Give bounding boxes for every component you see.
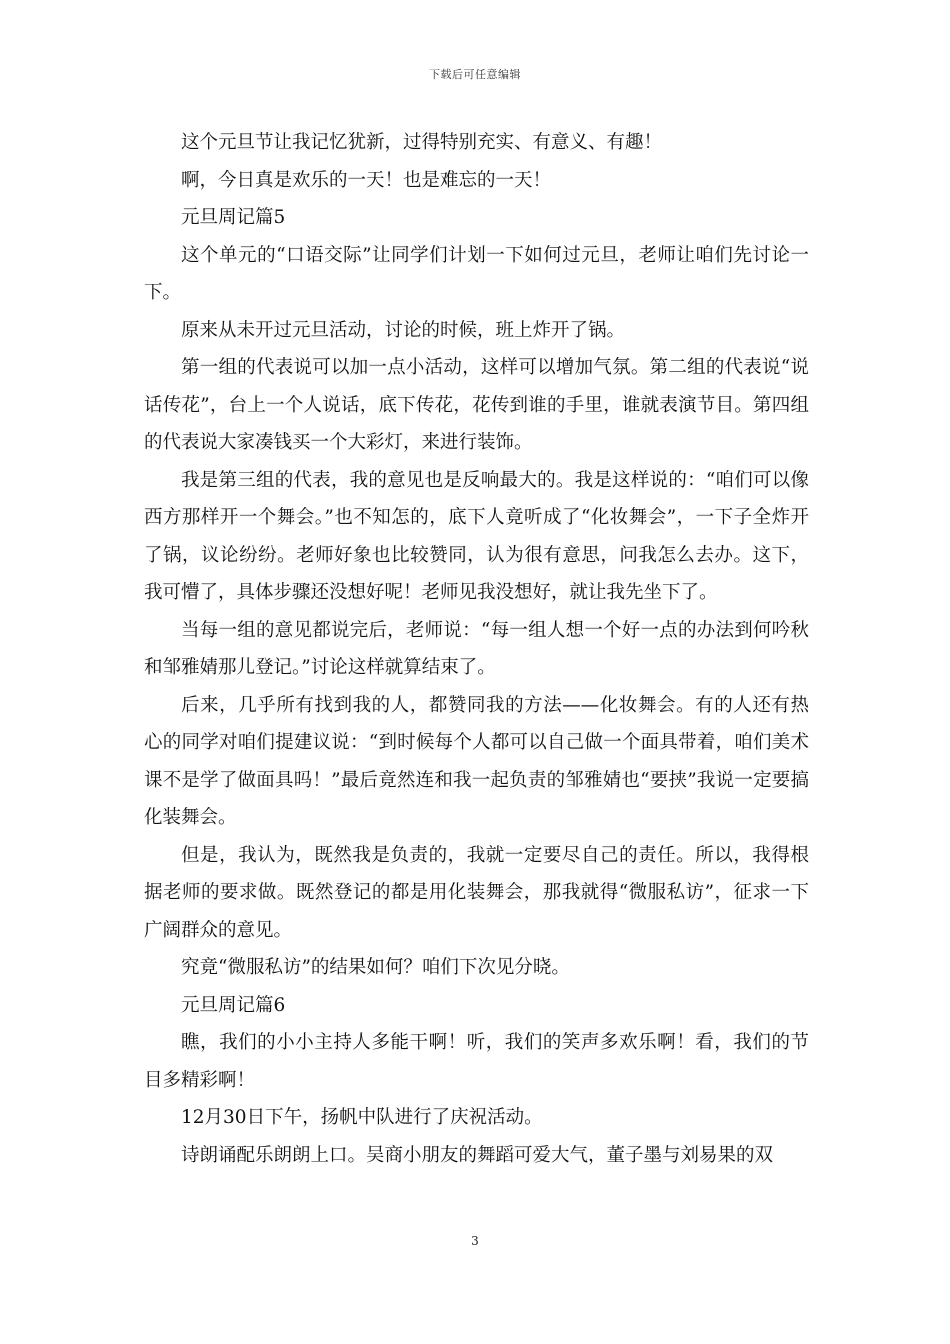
- paragraph: 瞧，我们的小小主持人多能干啊！听，我们的笑声多欢乐啊！看，我们的节目多精彩啊！: [144, 1032, 809, 1091]
- paragraph: 原来从未开过元旦活动，讨论的时候，班上炸开了锅。: [181, 319, 626, 341]
- paragraph: 诗朗诵配乐朗朗上口。吴商小朋友的舞蹈可爱大气，董子墨与刘易果的双: [181, 1144, 774, 1166]
- paragraph: 啊，今日真是欢乐的一天！也是难忘的一天！: [181, 169, 552, 191]
- page-number: 3: [471, 1234, 479, 1248]
- paragraph: 后来，几乎所有找到我的人，都赞同我的方法——化妆舞会。有的人还有热心的同学对咱们提建议说：“到时候每个人都可以自己做一个面具带着，咱们美术课不是学了做面具吗！”最后竟然连和我一起负责的邹雅婧也“要挟”我说一定要搞化装舞会。: [144, 694, 809, 828]
- paragraph: 第一组的代表说可以加一点小活动，这样可以增加气氛。第二组的代表说“说话传花”，台上一个人说话，底下传花，花传到谁的手里，谁就表演节目。第四组的代表说大家凑钱买一个大彩灯，来进行装饰。: [144, 357, 809, 453]
- paragraph: 但是，我认为，既然我是负责的，我就一定要尽自己的责任。所以，我得根据老师的要求做。既然登记的都是用化装舞会，那我就得“微服私访”，征求一下广阔群众的意见。: [144, 844, 809, 941]
- section-heading: 元旦周记篇6: [181, 994, 286, 1016]
- paragraph: 12月30日下午，扬帆中队进行了庆祝活动。: [181, 1107, 543, 1128]
- document-body: [144, 124, 809, 1174]
- paragraph: 当每一组的意见都说完后，老师说：“每一组人想一个好一点的办法到何吟秋和邹雅婧那儿登记。”讨论这样就算结束了。: [144, 619, 809, 678]
- paragraph: 究竟“微服私访”的结果如何？咱们下次见分晓。: [181, 957, 570, 978]
- paragraph: 这个单元的“口语交际”让同学们计划一下如何过元旦，老师让咱们先讨论一下。: [144, 244, 809, 303]
- paragraph: 我是第三组的代表，我的意见也是反响最大的。我是这样说的：“咱们可以像西方那样开一个舞会。”也不知怎的，底下人竟听成了“化妆舞会”，一下子全炸开了锅，议论纷纷。老师好象也比较赞同，认为很有意思，问我怎么去办。这下，我可懵了，具体步骤还没想好呢！老师见我没想好，就让我先坐下了。: [144, 469, 809, 603]
- section-heading: 元旦周记篇5: [181, 207, 286, 228]
- paragraph: 这个元旦节让我记忆犹新，过得特别充实、有意义、有趣！: [181, 132, 663, 153]
- page-header: 下载后可任意编辑: [429, 68, 521, 81]
